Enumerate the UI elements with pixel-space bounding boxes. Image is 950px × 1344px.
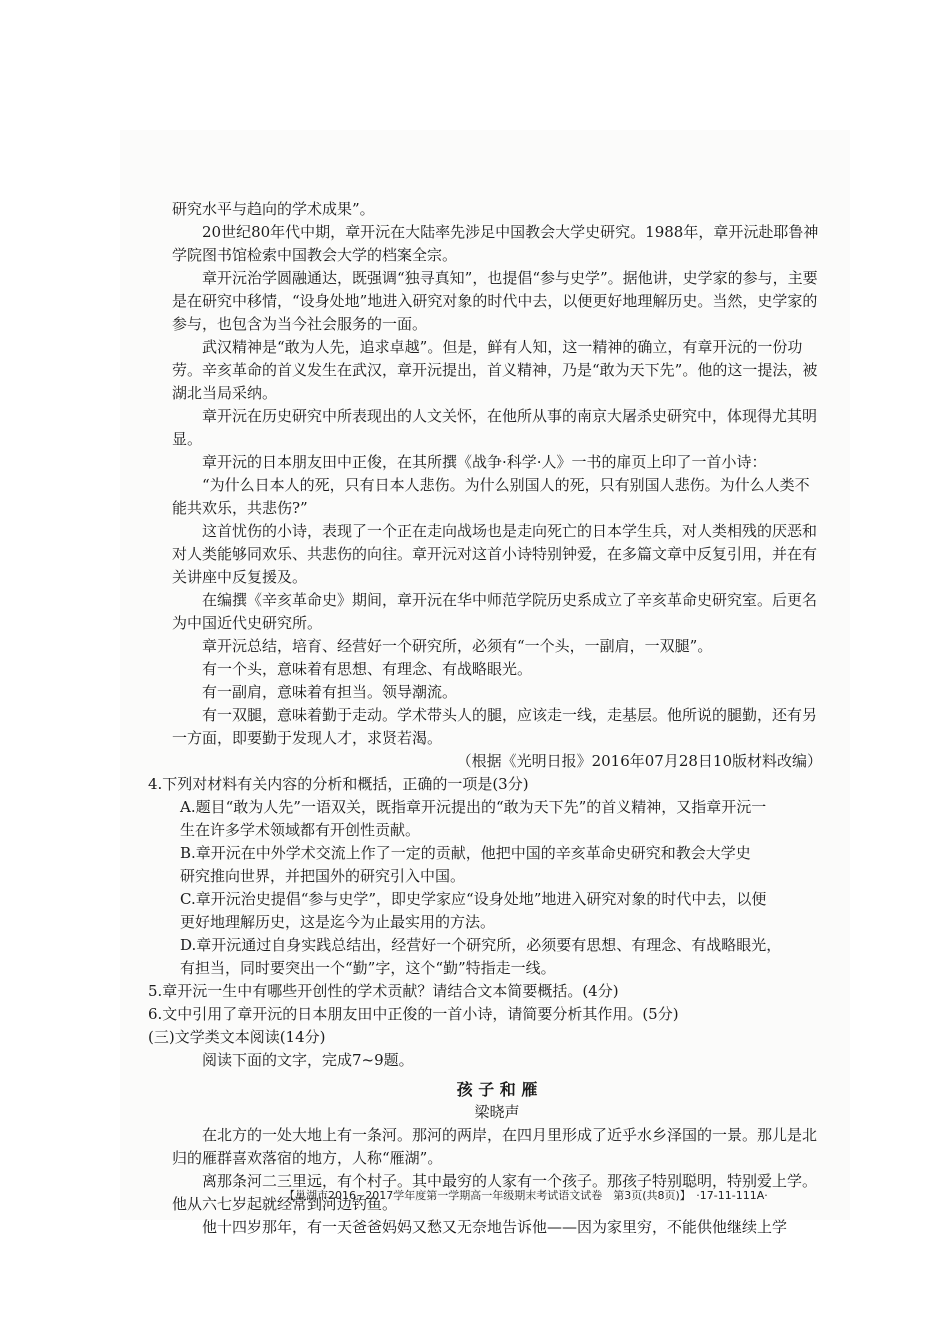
article-paragraph: 章开沅在历史研究中所表现出的人文关怀，在他所从事的南京大屠杀史研究中，体现得尤其明显。: [172, 407, 818, 448]
article-paragraph: 有一副肩，意味着有担当。领导潮流。: [202, 683, 458, 701]
question-4: 4.下列对材料有关内容的分析和概括，正确的一项是(3分): [148, 775, 529, 793]
article-continuation: 研究水平与趋向的学术成果”。: [172, 200, 375, 218]
option-line: B.章开沅在中外学术交流上作了一定的贡献，他把中国的辛亥革命史研究和教会大学史: [180, 844, 751, 862]
page-content: [148, 198, 822, 1239]
page-footer: 【巢湖市2016~2017学年度第一学期高一年级期末考试语文试卷 第3页(共8页)】 ·17-11-111A·: [284, 1189, 768, 1202]
article-paragraph: 武汉精神是“敢为人先，追求卓越”。但是，鲜有人知，这一精神的确立，有章开沅的一份功劳。辛亥革命的首义发生在武汉，章开沅提出，首义精神，乃是“敢为天下先”。他的这一提法，被湖北当局采纳。: [172, 338, 818, 402]
question-5: 5.章开沅一生中有哪些开创性的学术贡献？请结合文本简要概括。(4分): [148, 982, 619, 1000]
story-paragraph: 离那条河二三里远，有个村子。其中最穷的人家有一个孩子。那孩子特别聪明，特别爱上学。他从六七岁起就经常到河边钓鱼。: [172, 1172, 818, 1213]
question-4-option-d: [172, 934, 822, 980]
source-citation: （根据《光明日报》2016年07月28日10版材料改编）: [456, 752, 822, 770]
poem-quote: “为什么日本人的死，只有日本人悲伤。为什么别国人的死，只有别国人悲伤。为什么人类不能共欢乐，共悲伤?”: [172, 476, 810, 517]
question-6: 6.文中引用了章开沅的日本朋友田中正俊的一首小诗，请简要分析其作用。(5分): [148, 1005, 679, 1023]
story-title: 孩 子 和 雁: [456, 1080, 538, 1099]
section-instruction: 阅读下面的文字，完成7~9题。: [202, 1051, 414, 1069]
article-paragraph: 有一个头，意味着有思想、有理念、有战略眼光。: [202, 660, 533, 678]
story-paragraph: 他十四岁那年，有一天爸爸妈妈又愁又无奈地告诉他——因为家里穷，不能供他继续上学: [202, 1218, 788, 1236]
article-paragraph: 章开沅总结，培育、经营好一个研究所，必须有“一个头，一副肩，一双腿”。: [202, 637, 713, 655]
option-line: D.章开沅通过自身实践总结出，经营好一个研究所，必须要有思想、有理念、有战略眼光，: [180, 936, 782, 954]
option-line: C.章开沅治史提倡“参与史学”，即史学家应“设身处地”地进入研究对象的时代中去，以便: [180, 890, 767, 908]
question-4-option-a: [172, 796, 822, 842]
question-4-option-c: [172, 888, 822, 934]
option-line: 生在许多学术领域都有开创性贡献。: [180, 821, 421, 839]
story-paragraph: 在北方的一处大地上有一条河。那河的两岸，在四月里形成了近乎水乡泽国的一景。那儿是北归的雁群喜欢落宿的地方，人称“雁湖”。: [172, 1126, 818, 1167]
question-4-option-b: [172, 842, 822, 888]
option-line: 研究推向世界，并把国外的研究引入中国。: [180, 867, 466, 885]
article-paragraph: 有一双腿，意味着勤于走动。学术带头人的腿，应该走一线，走基层。他所说的腿勤，还有另一方面，即要勤于发现人才，求贤若渴。: [172, 706, 818, 747]
section-heading: (三)文学类文本阅读(14分): [148, 1028, 326, 1046]
story-author: 梁晓声: [474, 1103, 520, 1121]
article-paragraph: 在编撰《辛亥革命史》期间，章开沅在华中师范学院历史系成立了辛亥革命史研究室。后更名为中国近代史研究所。: [172, 591, 818, 632]
article-paragraph: 这首忧伤的小诗，表现了一个正在走向战场也是走向死亡的日本学生兵，对人类相残的厌恶和对人类能够同欢乐、共悲伤的向往。章开沅对这首小诗特别钟爱，在多篇文章中反复引用，并在有关讲座中反复援及。: [172, 522, 818, 586]
article-paragraph: 20世纪80年代中期，章开沅在大陆率先涉足中国教会大学史研究。1988年，章开沅赴耶鲁神学院图书馆检索中国教会大学的档案全宗。: [172, 223, 819, 264]
option-line: 有担当，同时要突出一个“勤”字，这个“勤”特指走一线。: [180, 959, 556, 977]
option-line: A.题目“敢为人先”一语双关，既指章开沅提出的“敢为天下先”的首义精神，又指章开沅一: [180, 798, 767, 816]
option-line: 更好地理解历史，这是迄今为止最实用的方法。: [180, 913, 496, 931]
article-paragraph: 章开沅治学圆融通达，既强调“独寻真知”，也提倡“参与史学”。据他讲，史学家的参与，主要是在研究中移情，“设身处地”地进入研究对象的时代中去，以便更好地理解历史。当然，史学家的参与，也包含为当今社会服务的一面。: [172, 269, 818, 333]
article-paragraph: 章开沅的日本朋友田中正俊，在其所撰《战争·科学·人》一书的扉页上印了一首小诗：: [202, 453, 767, 471]
